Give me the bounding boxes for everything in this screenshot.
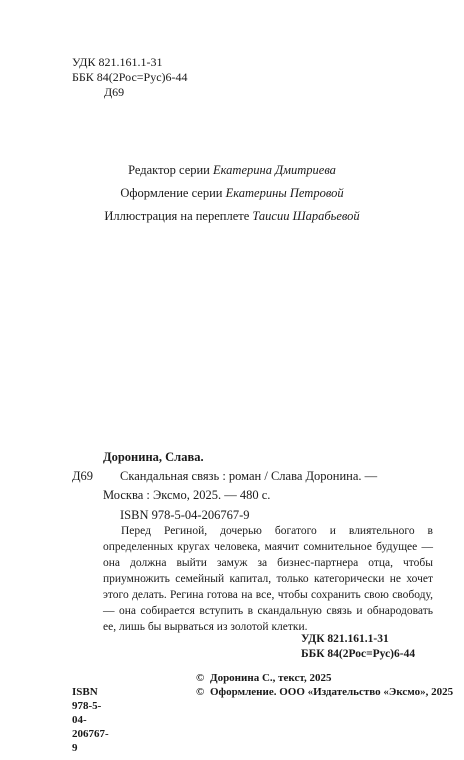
catalog-title-line: Скандальная связь : роман / Слава Доронина. — <box>120 469 378 483</box>
copyright-isbn: ISBN 978-5-04-206767-9 <box>72 686 109 754</box>
credit-editor-name: Екатерина Дмитриева <box>213 163 336 177</box>
credit-editor-role: Редактор серии <box>128 163 210 177</box>
copyright-text-line: Доронина С., текст, 2025 <box>210 672 332 684</box>
catalog-author-mark: Д69 <box>72 469 94 483</box>
credit-editor <box>0 163 464 178</box>
credit-illustration-name: Таисии Шарабьевой <box>252 209 360 223</box>
udk-value: 821.161.1-31 <box>98 55 163 69</box>
bottom-bbk: ББК 84(2Рос=Рус)6-44 <box>301 648 416 660</box>
catalog-isbn: ISBN 978-5-04-206767-9 <box>120 508 250 522</box>
author-mark-top: Д69 <box>104 85 125 99</box>
bbk-label: ББК <box>72 70 94 84</box>
copyright-design-line: Оформление. ООО «Издательство «Эксмо», 2025 <box>210 686 454 698</box>
bottom-udk: УДК 821.161.1-31 <box>301 633 389 645</box>
udk-line <box>72 55 162 70</box>
copyright-sign: © <box>196 672 205 684</box>
credit-illustration <box>0 209 464 224</box>
credit-design-role: Оформление серии <box>120 186 223 200</box>
bbk-value: 84(2Рос=Рус)6-44 <box>96 70 188 84</box>
copyright-sign: © <box>196 686 205 698</box>
catalog-author: Доронина, Слава. <box>103 450 204 464</box>
annotation <box>103 523 433 635</box>
credit-design <box>0 186 464 201</box>
bbk-line <box>72 70 188 85</box>
credit-illustration-role: Иллюстрация на переплете <box>104 209 250 223</box>
credit-design-name: Екатерины Петровой <box>225 186 344 200</box>
udk-label: УДК <box>72 55 96 69</box>
catalog-imprint-line: Москва : Эксмо, 2025. — 480 с. <box>103 488 271 502</box>
annotation-text: Перед Региной, дочерью богатого и влиятельного в определенных кругах человека, маячит сомнительное будущее — она должна выйти замуж за бизнес-партнера отца, чтобы приумножить семейный капитал, только категорически не хочет этого делать. Регина готова на все, чтобы сохранить свою свободу, — она собирается вступить в скандальную связь и обнародовать ее, лишь бы вырваться из золотой клетки. <box>103 525 433 633</box>
